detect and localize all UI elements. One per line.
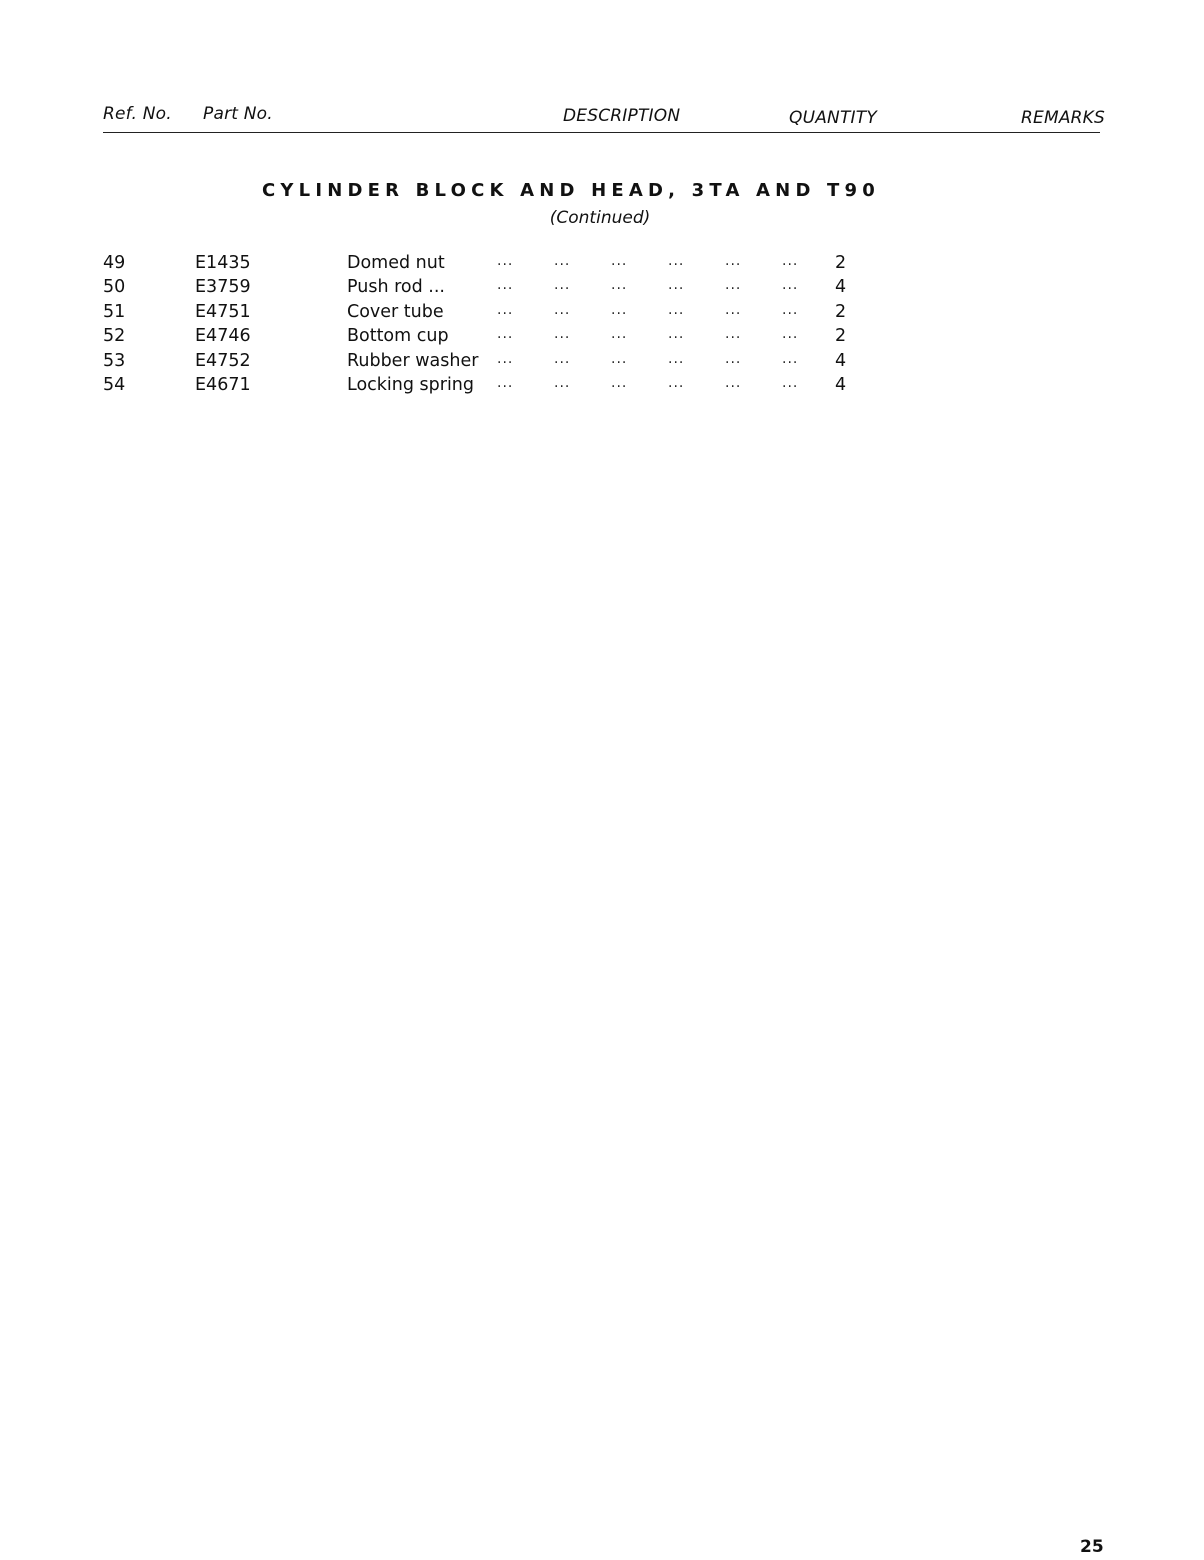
leader-dots: ... [725,253,742,269]
ref-number: 52 [103,326,126,347]
description: Cover tube [347,301,444,322]
leader-dots: ... [497,301,514,318]
quantity: 2 [835,301,847,322]
description: Locking spring [347,374,475,395]
leader-dots: ... [497,277,514,294]
leader-dots: ... [725,350,742,367]
table-row [0,277,1204,301]
leader-dots: ... [782,277,799,294]
table-row [0,253,1204,277]
ref-number: 53 [103,350,126,371]
table-row [0,326,1204,350]
table-row [0,302,1204,326]
table-row [0,375,1204,399]
leader-dots: ... [782,253,799,269]
dot-leader [497,375,807,399]
leader-dots: ... [668,326,685,343]
part-number: E4751 [195,301,251,322]
leader-dots: ... [554,277,571,294]
leader-dots: ... [668,374,685,391]
quantity: 4 [835,350,847,371]
column-header-remarks: REMARKS [1021,108,1106,128]
part-number: E3759 [195,277,251,298]
leader-dots: ... [554,326,571,343]
leader-dots: ... [782,350,799,367]
leader-dots: ... [725,374,742,391]
leader-dots: ... [554,350,571,367]
leader-dots: ... [782,301,799,318]
description: Rubber washer [347,350,479,371]
header-rule [103,132,1100,133]
leader-dots: ... [554,253,571,269]
leader-dots: ... [497,326,514,343]
table-row [0,351,1204,375]
leader-dots: ... [725,277,742,294]
dot-leader [497,277,807,301]
leader-dots: ... [668,301,685,318]
leader-dots: ... [611,326,628,343]
dot-leader [497,326,807,350]
parts-list [0,253,1204,399]
ref-number: 54 [103,374,126,395]
quantity: 4 [835,277,847,298]
quantity: 4 [835,374,847,395]
column-header-part-no: Part No. [203,104,273,124]
dot-leader [497,302,807,326]
page-number: 25 [1080,1537,1104,1557]
description: Push rod ... [347,277,445,298]
part-number: E4752 [195,350,251,371]
leader-dots: ... [725,326,742,343]
ref-number: 51 [103,301,126,322]
leader-dots: ... [497,350,514,367]
leader-dots: ... [497,374,514,391]
leader-dots: ... [725,301,742,318]
leader-dots: ... [611,350,628,367]
section-title: CYLINDER BLOCK AND HEAD, 3TA AND T90 [262,180,880,201]
column-header-ref-no: Ref. No. [103,104,172,124]
leader-dots: ... [668,350,685,367]
ref-number: 50 [103,277,126,298]
part-number: E4671 [195,374,251,395]
column-header-description: DESCRIPTION [563,106,681,126]
part-number: E1435 [195,253,251,273]
column-header-quantity: QUANTITY [789,108,877,128]
leader-dots: ... [497,253,514,269]
leader-dots: ... [554,301,571,318]
leader-dots: ... [782,326,799,343]
quantity: 2 [835,326,847,347]
dot-leader [497,253,807,277]
leader-dots: ... [611,374,628,391]
leader-dots: ... [668,277,685,294]
leader-dots: ... [611,277,628,294]
quantity: 2 [835,253,847,273]
leader-dots: ... [611,301,628,318]
description: Bottom cup [347,326,449,347]
ref-number: 49 [103,253,126,273]
dot-leader [497,351,807,375]
section-subtitle: (Continued) [549,208,651,228]
leader-dots: ... [668,253,685,269]
leader-dots: ... [554,374,571,391]
leader-dots: ... [611,253,628,269]
description: Domed nut [347,253,445,273]
part-number: E4746 [195,326,251,347]
leader-dots: ... [782,374,799,391]
